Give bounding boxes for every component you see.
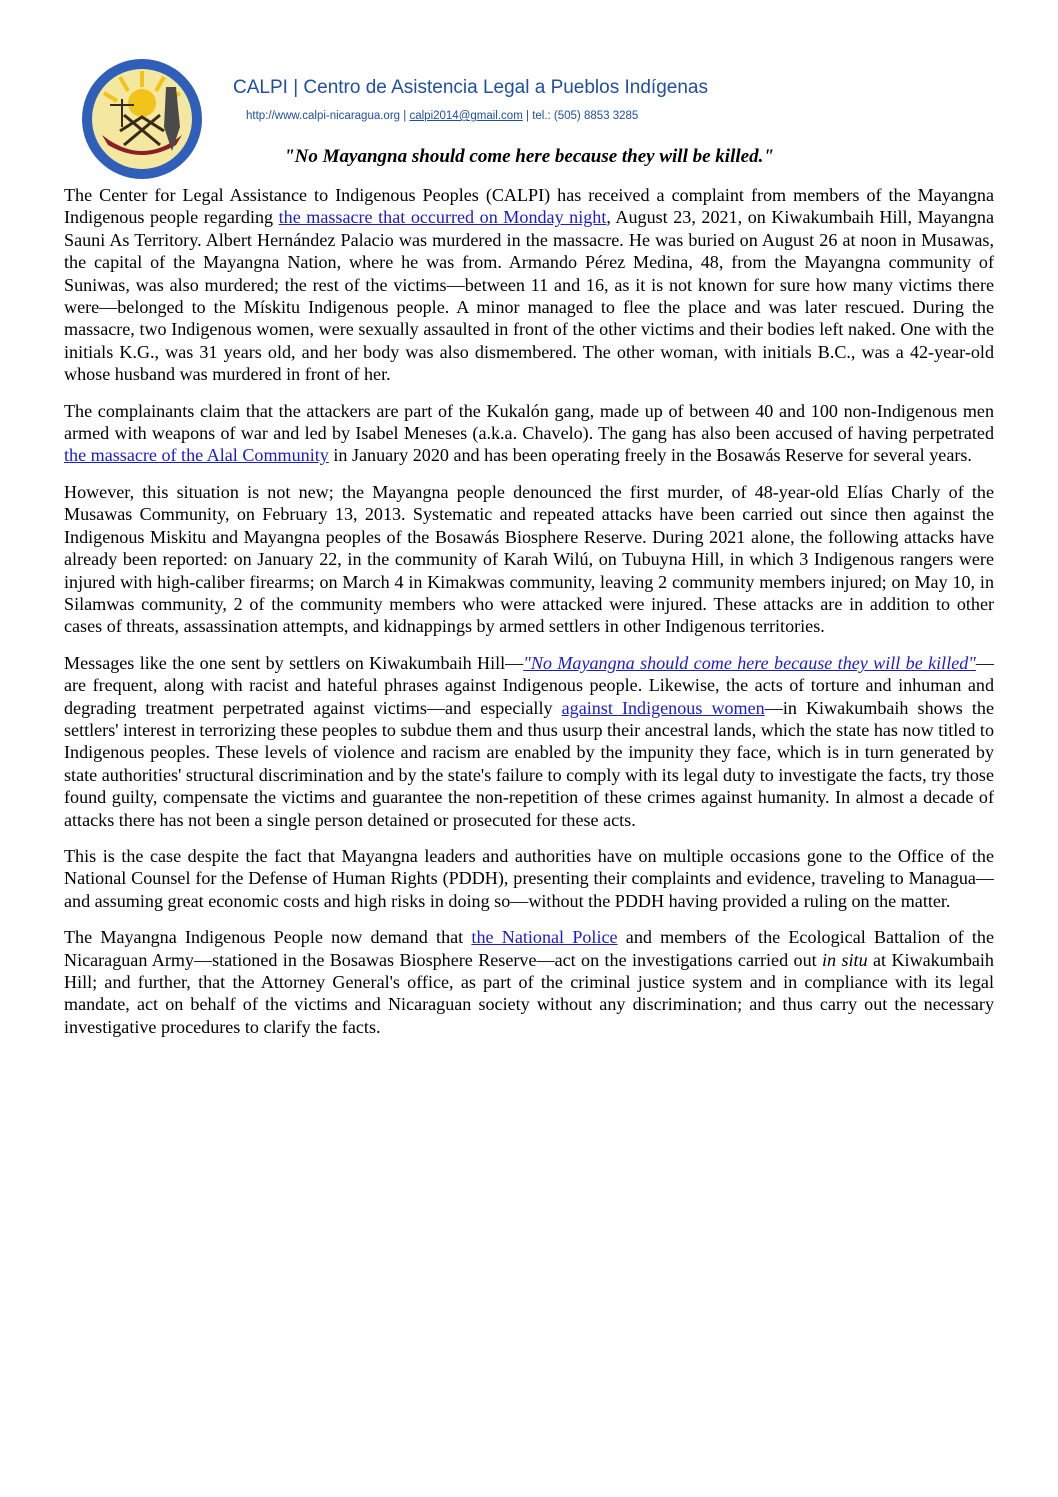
website-link[interactable]: http://www.calpi-nicaragua.org: [246, 110, 401, 122]
article-body: [64, 184, 994, 1052]
phone-number: tel.: (505) 8853 3285: [532, 110, 639, 122]
separator: |: [525, 110, 529, 122]
email-link[interactable]: calpi2014@gmail.com: [409, 110, 523, 122]
organization-name: CALPI | Centro de Asistencia Legal a Pueblos Indígenas: [233, 77, 708, 98]
paragraph-6: The Mayangna Indigenous People now demand that the National Police and members of the Ecological Battalion of the Nicaraguan Army—stationed in the Bosawas Biosphere Reserve—act on the investigations carried out in situ at Kiwakumbaih Hill; and further, that the Attorney General's office, as part of the criminal justice system and in compliance with its legal mandate, act on behalf of the victims and Nicaraguan society without any discrimination; and thus carry out the necessary investigative procedures to clarify the facts.: [64, 927, 994, 1037]
quote-link[interactable]: "No Mayangna should come here because they will be killed": [523, 652, 976, 673]
paragraph-3: However, this situation is not new; the Mayangna people denounced the first murder, of 48-year-old Elías Charly of the Musawas Community, on February 13, 2013. Systematic and repeated attacks have been carried out since then against the Indigenous Miskitu and Mayangna peoples of the Bosawás Biosphere Reserve. During 2021 alone, the following attacks have already been reported: on January 22, in the community of Karah Wilú, on Tubuyna Hill, in which 3 Indigenous rangers were injured with high-caliber firearms; on March 4 in Kimakwas community, leaving 2 community members injured; on May 10, in Silamwas community, 2 of the community members who were attacked were injured. These attacks are in addition to other cases of threats, assassination attempts, and kidnappings by armed settlers in other Indigenous territories.: [64, 481, 994, 637]
paragraph-2: The complainants claim that the attackers are part of the Kukalón gang, made up of between 40 and 100 non-Indigenous men armed with weapons of war and led by Isabel Meneses (a.k.a. Chavelo). The gang has also been accused of having perpetrated the massacre of the Alal Community in January 2020 and has been operating freely in the Bosawás Reserve for several years.: [64, 400, 994, 466]
separator: |: [403, 110, 407, 122]
massacre-monday-link[interactable]: the massacre that occurred on Monday night: [278, 207, 607, 228]
headline-quote: "No Mayangna should come here because they will be killed.": [284, 146, 774, 167]
contact-line: [246, 110, 638, 122]
indigenous-women-link[interactable]: against Indigenous women: [561, 697, 765, 718]
national-police-link[interactable]: the National Police: [471, 927, 618, 948]
paragraph-4: Messages like the one sent by settlers on Kiwakumbaih Hill—"No Mayangna should come here because they will be killed"—are frequent, along with racist and hateful phrases against Indigenous people. Likewise, the acts of torture and inhuman and degrading treatment perpetrated against victims—and especially against Indigenous women—in Kiwakumbaih shows the settlers' interest in terrorizing these peoples to subdue them and thus usurp their ancestral lands, which the state has now titled to Indigenous peoples. These levels of violence and racism are enabled by the impunity they face, which is in turn generated by state authorities' structural discrimination and by the state's failure to comply with its legal duty to investigate the facts, try those found guilty, compensate the victims and guarantee the non-repetition of these crimes against humanity. In almost a decade of attacks there has not been a single person detained or prosecuted for these acts.: [64, 652, 994, 830]
paragraph-1: The Center for Legal Assistance to Indigenous Peoples (CALPI) has received a complaint from members of the Mayangna Indigenous people regarding the massacre that occurred on Monday night, August 23, 2021, on Kiwakumbaih Hill, Mayangna Sauni As Territory. Albert Hernández Palacio was murdered in the massacre. He was buried on August 26 at noon in Musawas, the capital of the Mayangna Nation, where he was from. Armando Pérez Medina, 48, from the Mayangna community of Suniwas, was also murdered; the rest of the victims—between 11 and 16, as it is not known for sure how many victims there were—belonged to the Mískitu Indigenous people. A minor managed to flee the place and was later rescued. During the massacre, two Indigenous women, were sexually assaulted in front of the other victims and their bodies left naked. One with the initials K.G., was 31 years old, and her body was also dismembered. The other woman, with initials B.C., was a 42-year-old whose husband was murdered in front of her.: [64, 185, 994, 385]
paragraph-5: This is the case despite the fact that Mayangna leaders and authorities have on multiple occasions gone to the Office of the National Counsel for the Defense of Human Rights (PDDH), presenting their complaints and evidence, traveling to Managua—and assuming great economic costs and high risks in doing so—without the PDDH having provided a ruling on the matter.: [64, 845, 994, 911]
alal-massacre-link[interactable]: the massacre of the Alal Community: [64, 445, 329, 466]
